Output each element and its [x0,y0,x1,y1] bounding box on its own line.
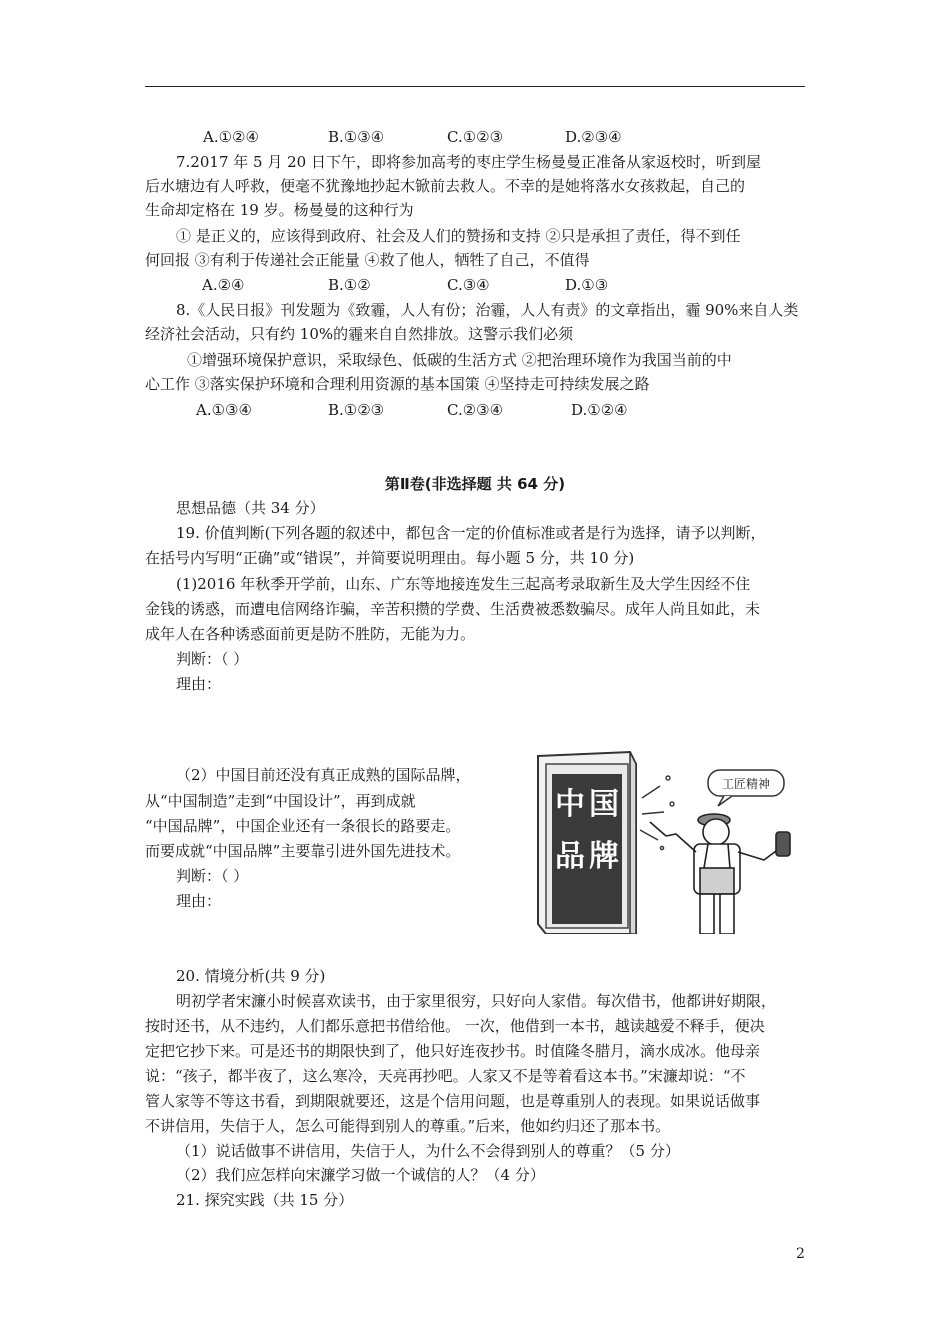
header-rule [145,86,805,87]
monument-char: 中 [555,787,585,822]
q20-passage: 明初学者宋濂小时候喜欢读书，由于家里很穷，只好向人家借。每次借书，他都讲好期限， [176,992,777,1010]
q7-statement: ① 是正义的，应该得到政府、社会及人们的赞扬和支持 ②只是承担了责任，得不到任 [176,227,741,245]
q8-option-a: A.①③④ [196,401,252,419]
q7-option-d: D.①③ [565,276,609,294]
q20-passage: 不讲信用，失信于人，怎么可能得到别人的尊重。”后来，他如约归还了那本书。 [145,1117,671,1135]
q8-option-c: C.②③④ [447,401,504,419]
q19-judge-1: 判断：（ ） [176,650,249,668]
q8-line: 经济社会活动，只有约 10%的霾来自自然排放。这警示我们必须 [145,325,574,343]
worker-figure [650,814,790,934]
q19-part1: 成年人在各种诱惑面前更是防不胜防，无能为力。 [145,625,476,643]
q21-title: 21. 探究实践（共 15 分） [176,1191,354,1209]
q8-option-b: B.①②③ [328,401,385,419]
q6-option-a: A.①②④ [203,128,259,146]
q19-reason-2: 理由： [176,892,222,910]
q20-passage: 管人家等不等这书看，到期限就要还，这是个信用问题，也是尊重别人的表现。如果说话做事 [145,1092,761,1110]
craftsman-cartoon [532,748,810,934]
q8-statement: ①增强环境保护意识，采取绿色、低碳的生活方式 ②把治理环境作为我国当前的中 [187,351,732,369]
q7-line: 生命却定格在 19 岁。杨曼曼的这种行为 [145,201,414,219]
q20-sub1: （1）说话做事不讲信用，失信于人，为什么不会得到别人的尊重？（5 分） [176,1142,680,1160]
monument-char: 国 [589,787,619,822]
q19-part1: (1)2016 年秋季开学前，山东、广东等地接连发生三起高考录取新生及大学生因经不住 [176,575,751,593]
q19-judge-2: 判断：（ ） [176,867,249,885]
q19-intro: 19. 价值判断(下列各题的叙述中，都包含一定的价值标准或者是行为选择，请予以判断， [176,524,766,542]
q20-passage: 说：“孩子，都半夜了，这么寒冷，天亮再抄吧。人家又不是等着看这本书。”宋濂却说：“不 [145,1067,746,1085]
q19-part2: 从“中国制造”走到“中国设计”，再到成就 [145,792,416,810]
q19-intro: 在括号内写明“正确”或“错误”，并简要说明理由。每小题 5 分，共 10 分) [145,549,635,567]
q8-line: 8.《人民日报》刊发题为《致霾，人人有份；治霾，人人有责》的文章指出，霾 90%来自人类 [176,301,799,319]
q19-part1: 金钱的诱惑，而遭电信网络诈骗，辛苦积攒的学费、生活费被悉数骗尽。成年人尚且如此，未 [145,600,761,618]
q19-reason-1: 理由： [176,675,222,693]
monument-char: 牌 [589,839,619,874]
q7-option-a: A.②④ [202,276,245,294]
q19-part2: “中国品牌”，中国企业还有一条很长的路要走。 [145,817,461,835]
q7-line: 后水塘边有人呼救，便毫不犹豫地抄起木锨前去救人。不幸的是她将落水女孩救起，自己的 [145,177,746,195]
q7-statement: 何回报 ③有利于传递社会正能量 ④救了他人，牺牲了自己，不值得 [145,251,590,269]
chip-lines [640,776,674,850]
section-title: 第Ⅱ卷(非选择题 共 64 分) [384,475,566,493]
q7-option-b: B.①② [328,276,371,294]
q7-line: 7.2017 年 5 月 20 日下午，即将参加高考的枣庄学生杨曼曼正准备从家返校时，听到屋 [176,153,761,171]
q6-option-c: C.①②③ [447,128,504,146]
monument-char: 品 [555,839,585,874]
q6-option-b: B.①③④ [328,128,385,146]
q20-passage: 按时还书，从不违约，人们都乐意把书借给他。 一次，他借到一本书，越读越爱不释手，便决 [145,1017,765,1035]
subject-heading: 思想品德（共 34 分） [176,499,325,517]
q20-title: 20. 情境分析(共 9 分) [176,967,326,985]
q19-part2: （2）中国目前还没有真正成熟的国际品牌， [176,766,471,784]
q8-statement: 心工作 ③落实保护环境和合理利用资源的基本国策 ④坚持走可持续发展之路 [145,375,650,393]
q20-passage: 定把它抄下来。可是还书的期限快到了，他只好连夜抄书。时值隆冬腊月，滴水成冰。他母亲 [145,1042,761,1060]
bubble-text: 工匠精神 [721,777,771,791]
q19-part2: 而要成就“中国品牌”主要靠引进外国先进技术。 [145,842,461,860]
q6-option-d: D.②③④ [565,128,622,146]
q20-sub2: （2）我们应怎样向宋濂学习做一个诚信的人？（4 分） [176,1166,545,1184]
q7-option-c: C.③④ [447,276,490,294]
q8-option-d: D.①②④ [571,401,628,419]
page-number: 2 [796,1246,805,1262]
